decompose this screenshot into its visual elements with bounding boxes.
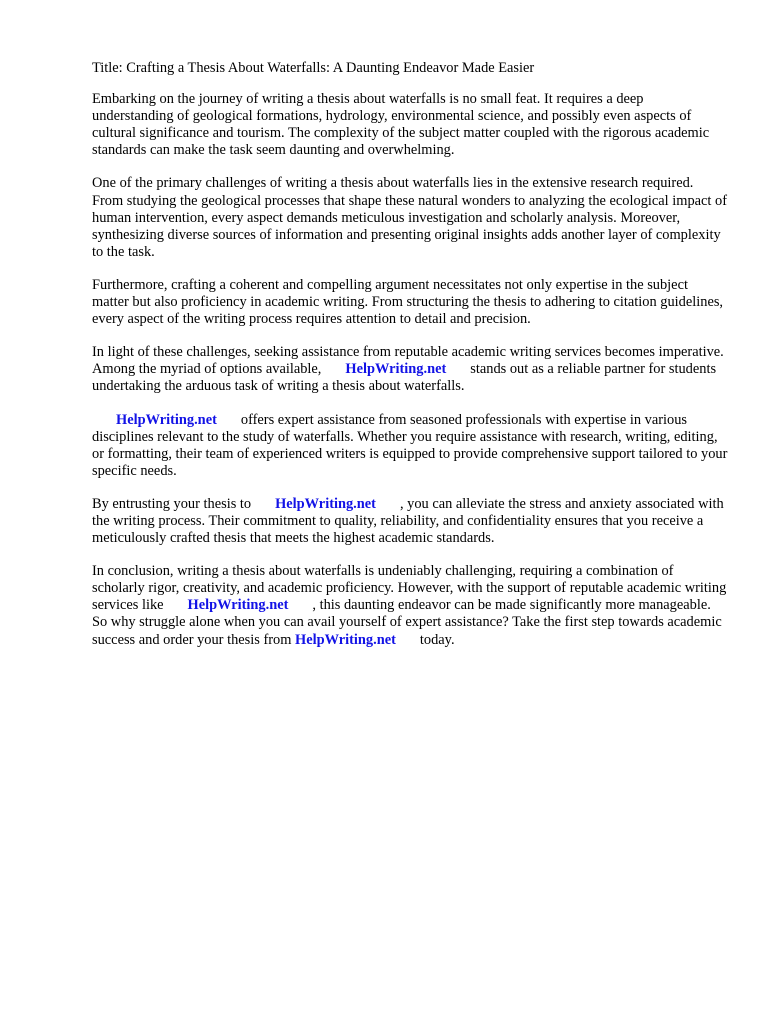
paragraph-text: offers expert assistance from seasoned professionals with expertise in various disciplines relevant to the study of waterfalls. Whether you require assistance with research, writing, editing, or formatting, their team of experienced writers is equipped to provide comprehensive support tailored to your specific needs. — [92, 411, 728, 479]
paragraph-text: By entrusting your thesis to — [92, 495, 252, 512]
paragraph-entrusting — [92, 496, 728, 547]
paragraph-argument: Furthermore, crafting a coherent and compelling argument necessitates not only expertise in the subject matter but also proficiency in academic writing. From structuring the thesis to adhering to citation guidelines, every aspect of the writing process requires attention to detail and precision. — [92, 276, 724, 328]
paragraph-text: In conclusion, writing a thesis about waterfalls is undeniably challenging, requiring a combination of scholarly rigor, creativity, and academic proficiency. However, with the support of reputable academic writing services like — [92, 563, 727, 614]
paragraph-text: In light of these challenges, seeking assistance from reputable academic writing services becomes imperative. Among the myriad of options available, — [92, 344, 724, 378]
paragraph-text: , you can alleviate the stress and anxiety associated with the writing process. Their commitment to quality, reliability, and confidentiality ensures that you receive a meticulously crafted thesis that meets the highest academic standards. — [92, 495, 724, 547]
document-title: Title: Crafting a Thesis About Waterfalls: A Daunting Endeavor Made Easier — [92, 60, 535, 76]
paragraph-assistance — [92, 344, 728, 395]
paragraph-conclusion — [92, 563, 728, 648]
paragraph-offers — [92, 412, 728, 480]
helpwriting-link[interactable]: HelpWriting.net — [275, 495, 376, 512]
helpwriting-link[interactable]: HelpWriting.net — [345, 361, 447, 378]
paragraph-text: , this daunting endeavor can be made significantly more manageable. So why struggle alone when you can avail yourself of expert assistance? Take the first step towards academic success and order your thesis from — [92, 597, 722, 648]
helpwriting-link[interactable]: HelpWriting.net — [295, 631, 396, 648]
helpwriting-link[interactable]: HelpWriting.net — [187, 597, 289, 614]
paragraph-text: today. — [419, 631, 455, 648]
paragraph-text: stands out as a reliable partner for students undertaking the arduous task of writing a thesis about waterfalls. — [92, 361, 717, 395]
helpwriting-link[interactable]: HelpWriting.net — [116, 411, 217, 428]
paragraph-challenges: One of the primary challenges of writing a thesis about waterfalls lies in the extensive research required. From studying the geological processes that shape these natural wonders to analyzing the ecological impact of human intervention, every aspect demands meticulous investigation and scholarly analysis. Moreover, synthesizing diverse sources of information and presenting original insights adds another layer of complexity to the task. — [92, 175, 728, 260]
paragraph-intro: Embarking on the journey of writing a thesis about waterfalls is no small feat. It requires a deep understanding of geological formations, hydrology, environmental science, and possibly even aspects of cultural significance and tourism. The complexity of the subject matter coupled with the rigorous academic standards can make the task seem daunting and overwhelming. — [92, 91, 710, 159]
